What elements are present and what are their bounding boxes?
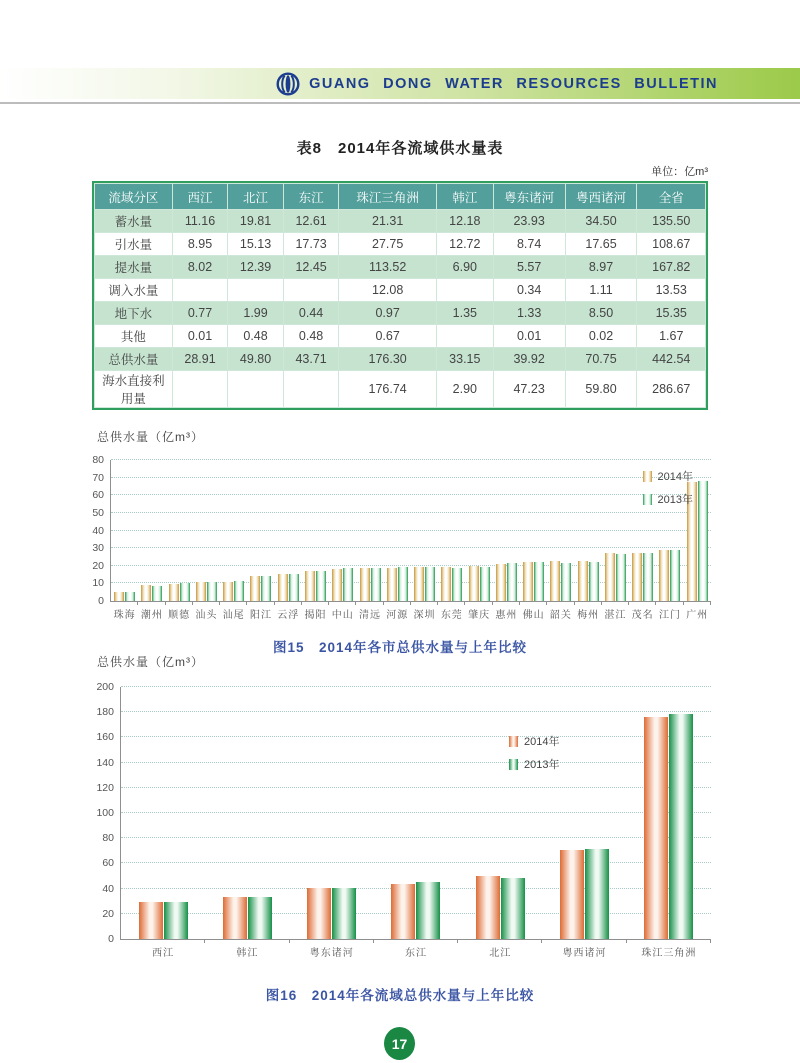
bar-2013年 (561, 563, 571, 601)
table-cell: 0.02 (566, 325, 637, 347)
header-rule (0, 102, 800, 104)
bulletin-title: GUANG DONG WATER RESOURCES BULLETIN (309, 75, 718, 92)
bar-2013年 (452, 568, 462, 601)
table-cell: 8.50 (566, 302, 637, 324)
table-cell: 6.90 (437, 256, 493, 278)
page-number-badge: 17 (384, 1027, 415, 1060)
x-tick-label: 梅州 (577, 610, 600, 621)
chart-legend (643, 468, 693, 507)
table-cell: 17.65 (566, 233, 637, 255)
table-cell (228, 371, 283, 407)
x-tick-label: 汕尾 (222, 610, 245, 621)
x-tick-label: 东莞 (440, 610, 463, 621)
column-header: 西江 (173, 184, 228, 209)
column-header: 全省 (637, 184, 705, 209)
table-cell: 0.01 (173, 325, 228, 347)
bar-2014年 (332, 569, 342, 601)
table-cell: 113.52 (339, 256, 436, 278)
table-cell: 15.13 (228, 233, 283, 255)
bar-2014年 (550, 561, 560, 601)
column-header: 粤西诸河 (566, 184, 637, 209)
bar-2014年 (605, 553, 615, 601)
x-tick-label: 韩江 (236, 948, 259, 959)
fig15-caption: 图15 2014年各市总供水量与上年比较 (272, 640, 528, 655)
table-cell (228, 279, 283, 301)
table-cell: 总供水量 (95, 348, 172, 370)
x-tick-label: 河源 (386, 610, 409, 621)
table-cell: 12.39 (228, 256, 283, 278)
bar-2013年 (643, 553, 653, 601)
bar-2013年 (416, 882, 440, 939)
table-cell (437, 325, 493, 347)
table-cell: 12.18 (437, 210, 493, 232)
bar-group (166, 460, 193, 621)
y-tick-label: 10 (92, 577, 104, 590)
column-header: 流域分区 (95, 184, 172, 209)
bar-2014年 (644, 717, 668, 939)
table8-head (95, 184, 705, 209)
bar-2013年 (164, 902, 188, 939)
bar-2013年 (585, 849, 609, 939)
bar-group (374, 687, 458, 959)
table-cell: 2.90 (437, 371, 493, 407)
bar-2014年 (476, 876, 500, 939)
table-cell: 1.33 (494, 302, 565, 324)
bar-2014年 (387, 568, 397, 601)
y-tick-label: 60 (92, 489, 104, 502)
bar-group (465, 460, 492, 621)
table-cell: 19.81 (228, 210, 283, 232)
table-cell: 286.67 (637, 371, 705, 407)
table-cell: 5.57 (494, 256, 565, 278)
table-cell: 59.80 (566, 371, 637, 407)
legend-swatch-icon (509, 736, 518, 747)
table-cell: 27.75 (339, 233, 436, 255)
table-cell (437, 279, 493, 301)
table-cell: 蓄水量 (95, 210, 172, 232)
bar-2014年 (360, 568, 370, 601)
y-tick-label: 160 (96, 731, 114, 744)
bar-2014年 (632, 553, 642, 601)
table-row (95, 279, 705, 301)
x-tick-label: 韶关 (549, 610, 572, 621)
x-tick-label: 珠海 (113, 610, 136, 621)
bar-2013年 (234, 581, 244, 601)
bar-group (290, 687, 374, 959)
y-tick-label: 0 (108, 933, 114, 945)
bar-2014年 (223, 582, 233, 601)
y-tick-label: 30 (92, 542, 104, 555)
legend-swatch-icon (643, 494, 652, 505)
x-tick-label: 中山 (331, 610, 354, 621)
table-cell: 21.31 (339, 210, 436, 232)
bar-2013年 (616, 554, 626, 601)
bar-group (247, 460, 274, 621)
bar-2014年 (250, 576, 260, 601)
bar-2014年 (169, 584, 179, 601)
table-cell: 17.73 (284, 233, 339, 255)
bar-group (220, 460, 247, 621)
x-tick-label: 粤东诸河 (309, 948, 354, 959)
bar-2014年 (441, 567, 451, 601)
table-row (95, 210, 705, 232)
table-cell: 12.45 (284, 256, 339, 278)
table-cell: 0.77 (173, 302, 228, 324)
table-cell: 176.74 (339, 371, 436, 407)
table-cell: 33.15 (437, 348, 493, 370)
legend-item (643, 491, 693, 507)
bar-group (547, 460, 574, 621)
column-header: 韩江 (437, 184, 493, 209)
legend-label: 2014年 (524, 736, 560, 748)
table8-body (95, 210, 705, 407)
table-row (95, 233, 705, 255)
bar-2014年 (414, 567, 424, 601)
legend-item (509, 756, 559, 772)
table-cell: 0.97 (339, 302, 436, 324)
y-tick-label: 20 (92, 559, 104, 572)
column-header: 粤东诸河 (494, 184, 565, 209)
x-tick-label: 西江 (152, 948, 175, 959)
table-cell: 108.67 (637, 233, 705, 255)
y-tick-label: 40 (92, 524, 104, 537)
x-tick-label: 潮州 (140, 610, 163, 621)
table-row (95, 325, 705, 347)
table-cell: 其他 (95, 325, 172, 347)
table-cell: 8.95 (173, 233, 228, 255)
table-cell: 引水量 (95, 233, 172, 255)
bar-2014年 (523, 562, 533, 601)
bar-2014年 (139, 902, 163, 939)
fig16-caption: 图16 2014年各流域总供水量与上年比较 (265, 988, 535, 1003)
bar-group (542, 687, 626, 959)
table-cell: 提水量 (95, 256, 172, 278)
y-tick-label: 60 (102, 857, 114, 870)
table-cell: 47.23 (494, 371, 565, 407)
legend-swatch-icon (509, 759, 518, 770)
x-tick-label: 茂名 (631, 610, 654, 621)
bar-group (520, 460, 547, 621)
table-cell: 海水直接利用量 (95, 371, 172, 407)
bar-group (602, 460, 629, 621)
x-tick-label: 肇庆 (468, 610, 491, 621)
bar-groups (121, 687, 711, 959)
table-cell (284, 371, 339, 407)
bar-2014年 (578, 561, 588, 601)
bar-2014年 (305, 571, 315, 601)
bar-2013年 (371, 568, 381, 601)
table-cell: 调入水量 (95, 279, 172, 301)
y-tick-label: 50 (92, 506, 104, 519)
bar-group (121, 687, 205, 959)
table-cell (173, 279, 228, 301)
bar-group (111, 460, 138, 621)
y-tick-label: 80 (102, 832, 114, 845)
legend-label: 2013年 (657, 494, 693, 506)
table-cell: 1.11 (566, 279, 637, 301)
fig15-plot (92, 454, 711, 621)
table-cell: 12.61 (284, 210, 339, 232)
bar-2014年 (141, 585, 151, 601)
x-tick-label: 揭阳 (304, 610, 327, 621)
bar-2013年 (125, 592, 135, 601)
x-tick-label: 东江 (404, 948, 427, 959)
bar-2013年 (332, 888, 356, 939)
bar-group (205, 687, 289, 959)
bar-group (138, 460, 165, 621)
bar-2013年 (180, 583, 190, 601)
x-tick-label: 湛江 (604, 610, 627, 621)
table-cell: 0.34 (494, 279, 565, 301)
x-tick-label: 汕头 (195, 610, 218, 621)
table-cell: 167.82 (637, 256, 705, 278)
bar-2013年 (534, 562, 544, 601)
water-bulletin-logo-icon (276, 72, 300, 96)
table8-title: 表8 2014年各流域供水量表 (296, 140, 504, 157)
y-tick-label: 180 (96, 706, 114, 719)
bar-group (275, 460, 302, 621)
table-cell: 176.30 (339, 348, 436, 370)
table-cell: 34.50 (566, 210, 637, 232)
table-cell: 28.91 (173, 348, 228, 370)
header-band (0, 68, 800, 99)
bar-2013年 (343, 568, 353, 601)
x-tick-label: 江门 (658, 610, 681, 621)
table-cell: 135.50 (637, 210, 705, 232)
column-header: 东江 (284, 184, 339, 209)
bar-2014年 (196, 582, 206, 601)
bar-group (438, 460, 465, 621)
bar-2014年 (114, 592, 124, 601)
x-tick-label: 阳江 (249, 610, 272, 621)
bar-group (329, 460, 356, 621)
bar-group (627, 687, 711, 959)
table-cell: 8.02 (173, 256, 228, 278)
fig16-plot (96, 681, 711, 959)
table-cell: 23.93 (494, 210, 565, 232)
x-tick-label: 清远 (359, 610, 382, 621)
x-tick-label: 珠江三角洲 (641, 948, 697, 959)
x-tick-label: 广州 (686, 610, 709, 621)
bar-2013年 (698, 481, 708, 601)
table-header-row (95, 184, 705, 209)
y-tick-label: 200 (96, 681, 114, 693)
bar-2013年 (261, 576, 271, 601)
bar-2013年 (207, 582, 217, 601)
legend-item (643, 468, 693, 484)
bar-2014年 (560, 850, 584, 939)
legend-swatch-icon (643, 471, 652, 482)
bar-2013年 (152, 586, 162, 601)
bar-2013年 (289, 574, 299, 601)
x-tick-label: 惠州 (495, 610, 518, 621)
bar-2014年 (659, 550, 669, 601)
table-cell: 12.72 (437, 233, 493, 255)
column-header: 北江 (228, 184, 283, 209)
table-cell: 1.99 (228, 302, 283, 324)
bar-group (356, 460, 383, 621)
bar-group (411, 460, 438, 621)
table8-unit-label: 单位：亿m³ (651, 166, 708, 178)
column-header: 珠江三角洲 (339, 184, 436, 209)
table-cell (284, 279, 339, 301)
bar-group (193, 460, 220, 621)
bar-2014年 (278, 574, 288, 601)
table-cell: 1.67 (637, 325, 705, 347)
y-tick-label: 40 (102, 882, 114, 895)
legend-label: 2014年 (657, 471, 693, 483)
table-cell: 15.35 (637, 302, 705, 324)
bar-group (302, 460, 329, 621)
fig15-y-axis-label: 总供水量（亿m³） (97, 430, 204, 444)
y-tick-label: 140 (96, 756, 114, 769)
y-tick-label: 70 (92, 471, 104, 484)
x-tick-label: 顺德 (168, 610, 191, 621)
bar-2014年 (307, 888, 331, 939)
table-cell (173, 371, 228, 407)
bar-2013年 (669, 714, 693, 939)
bar-2013年 (589, 562, 599, 601)
table-row (95, 371, 705, 407)
legend-label: 2013年 (524, 759, 560, 771)
bar-2013年 (248, 897, 272, 939)
table-cell: 8.74 (494, 233, 565, 255)
bar-2013年 (398, 567, 408, 601)
bar-2013年 (501, 878, 525, 939)
fig16-y-axis-label: 总供水量（亿m³） (97, 655, 204, 669)
y-tick-label: 100 (96, 807, 114, 819)
table-cell: 39.92 (494, 348, 565, 370)
table-row (95, 256, 705, 278)
bar-2014年 (391, 884, 415, 939)
bar-group (384, 460, 411, 621)
table-cell: 0.48 (228, 325, 283, 347)
bar-2014年 (496, 564, 506, 601)
table-cell: 11.16 (173, 210, 228, 232)
table-row (95, 302, 705, 324)
bar-2013年 (670, 550, 680, 601)
y-tick-label: 80 (92, 454, 104, 466)
table-cell: 442.54 (637, 348, 705, 370)
bar-2013年 (316, 571, 326, 601)
y-tick-label: 120 (96, 781, 114, 794)
table-cell: 0.67 (339, 325, 436, 347)
bar-2013年 (507, 563, 517, 601)
table-cell: 43.71 (284, 348, 339, 370)
bar-2014年 (223, 897, 247, 939)
table-cell: 0.44 (284, 302, 339, 324)
table-cell: 地下水 (95, 302, 172, 324)
table-cell: 0.01 (494, 325, 565, 347)
legend-item (509, 733, 559, 749)
bar-2013年 (480, 567, 490, 601)
table-cell: 12.08 (339, 279, 436, 301)
table-cell: 1.35 (437, 302, 493, 324)
x-tick-label: 粤西诸河 (562, 948, 607, 959)
bar-groups (111, 460, 711, 621)
y-tick-label: 0 (98, 595, 104, 607)
table8 (92, 181, 708, 410)
table-cell: 8.97 (566, 256, 637, 278)
x-tick-label: 北江 (489, 948, 512, 959)
table-cell: 13.53 (637, 279, 705, 301)
bar-group (493, 460, 520, 621)
bar-group (458, 687, 542, 959)
x-tick-label: 佛山 (522, 610, 545, 621)
table-cell: 49.80 (228, 348, 283, 370)
bar-2013年 (425, 567, 435, 601)
bar-2014年 (469, 566, 479, 601)
table-cell: 0.48 (284, 325, 339, 347)
table-row (95, 348, 705, 370)
x-tick-label: 深圳 (413, 610, 436, 621)
bar-group (575, 460, 602, 621)
header-band-inner (276, 68, 718, 99)
table-cell: 70.75 (566, 348, 637, 370)
chart-legend (509, 733, 559, 772)
y-tick-label: 20 (102, 907, 114, 920)
x-tick-label: 云浮 (277, 610, 300, 621)
